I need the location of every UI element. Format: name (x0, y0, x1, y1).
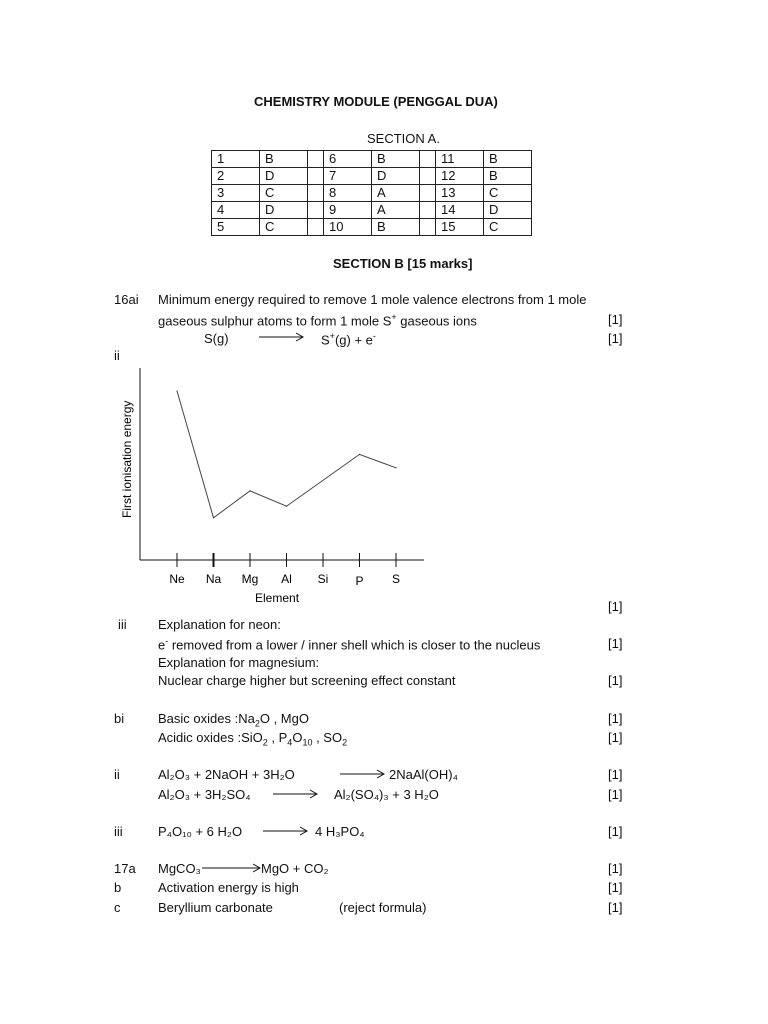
x-tick-label: Al (281, 572, 292, 586)
answer-text: Beryllium carbonate (158, 900, 273, 915)
question-number: ii (114, 767, 120, 782)
answer-cell: D (484, 202, 532, 219)
equation-right: MgO + CO₂ (261, 861, 329, 876)
question-num-cell: 14 (436, 202, 484, 219)
equation-left: Al₂O₃ + 3H₂SO₄ (158, 787, 251, 802)
section-b-title: SECTION B [15 marks] (333, 256, 473, 271)
data-point-ne (176, 390, 177, 391)
answer-cell: B (484, 168, 532, 185)
question-num-cell: 5 (212, 219, 260, 236)
equation-left: S(g) (204, 331, 229, 346)
answer-cell: C (260, 185, 308, 202)
reaction-arrow (339, 767, 387, 781)
answer-text: gaseous sulphur atoms to form 1 mole S+ gaseous ions (158, 312, 477, 329)
ionisation-energy-chart (110, 360, 440, 610)
question-num-cell: 3 (212, 185, 260, 202)
question-number: c (114, 900, 121, 915)
section-a-answer-table (211, 150, 532, 236)
x-tick-label: Si (317, 572, 329, 586)
mark: [1] (608, 767, 623, 782)
question-num-cell: 9 (324, 202, 372, 219)
data-point-al (286, 506, 287, 507)
question-num-cell: 6 (324, 151, 372, 168)
gap-cell (420, 185, 436, 202)
equation-left: P₄O₁₀ + 6 H₂O (158, 824, 243, 839)
answer-cell: B (260, 151, 308, 168)
answer-text: Explanation for magnesium: (158, 655, 320, 670)
answer-text: Basic oxides $:Na_2O$ , MgO (158, 711, 309, 729)
x-tick-label: Ne (169, 572, 185, 586)
equation-left: MgCO₃ (158, 861, 201, 876)
mark: [1] (608, 599, 623, 614)
question-num-cell: 8 (324, 185, 372, 202)
question-num-cell: 13 (436, 185, 484, 202)
mark: [1] (608, 711, 623, 726)
reaction-arrow (201, 861, 263, 875)
mark: [1] (608, 331, 623, 346)
gap-cell (420, 219, 436, 236)
question-num-cell: 7 (324, 168, 372, 185)
mark: [1] (608, 673, 623, 688)
reaction-arrow (262, 824, 310, 838)
mark: [1] (608, 861, 623, 876)
page-title: CHEMISTRY MODULE (PENGGAL DUA) (254, 94, 498, 109)
answer-cell: D (372, 168, 420, 185)
question-num-cell: 12 (436, 168, 484, 185)
answer-text: Explanation for neon: (158, 617, 281, 632)
answer-cell: B (484, 151, 532, 168)
question-number: b (114, 880, 122, 895)
x-tick-label: Na (205, 572, 222, 586)
mark: [1] (608, 880, 623, 895)
x-axis-label: Element (255, 591, 300, 605)
answer-row (212, 219, 532, 236)
question-number: bi (114, 711, 125, 726)
gap-cell (308, 168, 324, 185)
question-number: ii (114, 348, 120, 363)
answer-text: Nuclear charge higher but screening effect constant (158, 673, 456, 688)
answer-cell: B (372, 151, 420, 168)
question-num-cell: 15 (436, 219, 484, 236)
question-num-cell: 11 (436, 151, 484, 168)
x-tick-label: P (355, 574, 364, 588)
gap-cell (420, 151, 436, 168)
answer-note: (reject formula) (339, 900, 427, 915)
question-num-cell: 2 (212, 168, 260, 185)
gap-cell (308, 185, 324, 202)
answer-cell: D (260, 168, 308, 185)
answer-cell: D (260, 202, 308, 219)
x-tick-label: S (391, 572, 401, 586)
series-line (177, 391, 396, 518)
equation-right: 2NaAl(OH)₄ (389, 767, 458, 782)
gap-cell (420, 168, 436, 185)
mark: [1] (608, 312, 623, 327)
mark: [1] (608, 730, 623, 745)
gap-cell (420, 202, 436, 219)
answer-cell: C (484, 185, 532, 202)
question-num-cell: 10 (324, 219, 372, 236)
question-num-cell: 1 (212, 151, 260, 168)
section-a-title: SECTION A. (367, 131, 440, 146)
answer-cell: C (484, 219, 532, 236)
data-point-na (213, 517, 214, 518)
answer-cell: B (372, 219, 420, 236)
data-point-p (359, 454, 360, 455)
equation-left: Al₂O₃ + 2NaOH + 3H₂O (158, 767, 295, 782)
data-point-s (395, 467, 396, 468)
answer-text: e- removed from a lower / inner shell which is closer to the nucleus (158, 636, 541, 653)
question-number: 16ai (114, 292, 139, 307)
mark: [1] (608, 787, 623, 802)
equation-right: 4 H₃PO₄ (315, 824, 365, 839)
reaction-arrow (258, 331, 306, 345)
question-num-cell: 4 (212, 202, 260, 219)
answer-text: Acidic oxides :SiO$_2$ , $P_4O_{10}$ , $SO_2$ (158, 730, 348, 748)
answer-text: Minimum energy required to remove 1 mole valence electrons from 1 mole (158, 292, 587, 307)
data-point-mg (249, 490, 250, 491)
answer-row (212, 168, 532, 185)
mark: [1] (608, 900, 623, 915)
answer-cell: C (260, 219, 308, 236)
answer-row (212, 202, 532, 219)
mark: [1] (608, 824, 623, 839)
equation-right: S+(g) + e- (321, 331, 376, 348)
question-number: 17a (114, 861, 136, 876)
gap-cell (308, 219, 324, 236)
gap-cell (308, 202, 324, 219)
mark: [1] (608, 636, 623, 651)
question-number: iii (118, 617, 127, 632)
answer-text: Activation energy is high (158, 880, 299, 895)
answer-cell: A (372, 202, 420, 219)
answer-row (212, 151, 532, 168)
answer-cell: A (372, 185, 420, 202)
gap-cell (308, 151, 324, 168)
reaction-arrow (272, 787, 320, 801)
question-number: iii (114, 824, 123, 839)
equation-right: Al₂(SO₄)₃ + 3 H₂O (334, 787, 439, 802)
x-tick-label: Mg (241, 572, 259, 586)
answer-row (212, 185, 532, 202)
y-axis-label: First ionisation energy (120, 400, 134, 518)
